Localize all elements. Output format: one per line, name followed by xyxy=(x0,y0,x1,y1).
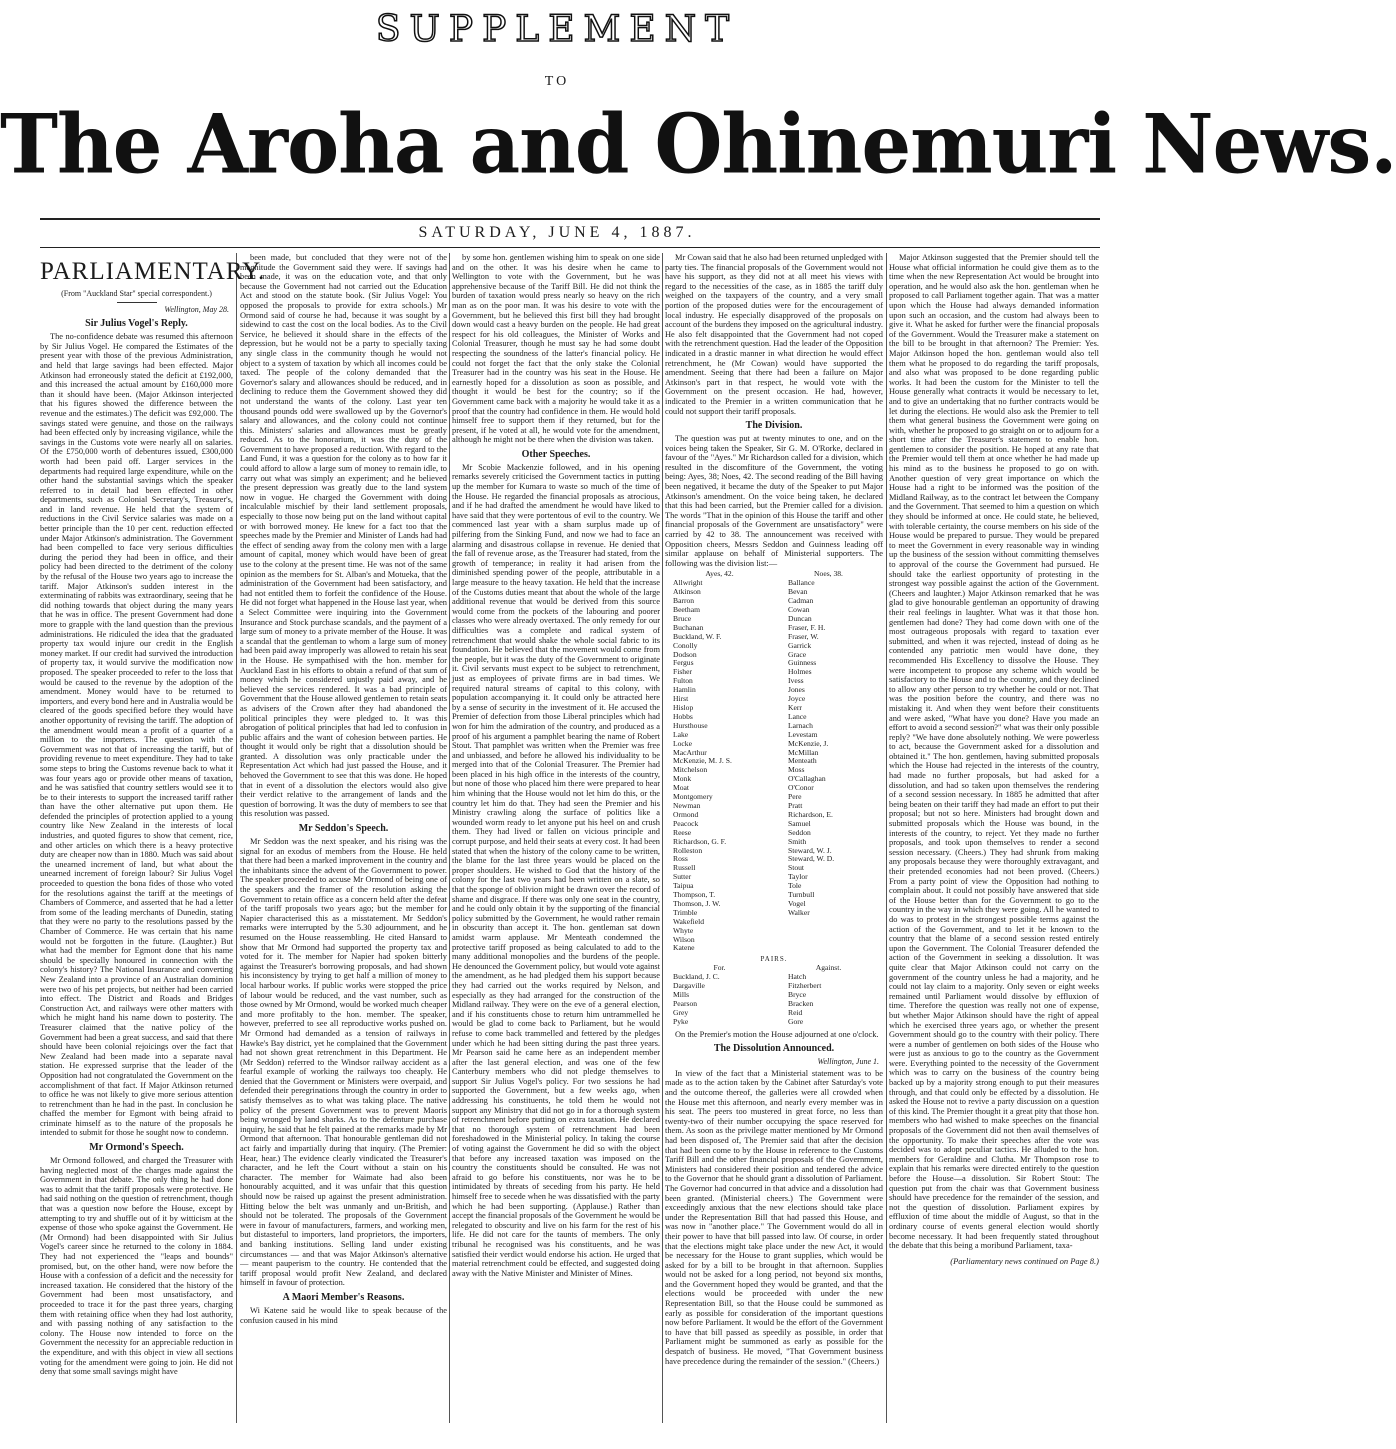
member-name xyxy=(768,918,883,927)
member-name: Grey xyxy=(673,1007,689,1017)
member-name: Menteath xyxy=(788,756,817,766)
vote-row xyxy=(665,731,883,740)
member-name: Garrick xyxy=(788,640,812,650)
member-name: Walker xyxy=(788,907,810,917)
member-name: MacArthur xyxy=(673,747,707,757)
article-paragraph: Wi Katene said he would like to speak because of the confusion caused in his mind xyxy=(240,1305,447,1325)
article-paragraph: Mr Scobie Mackenzie followed, and in his opening remarks severely criticised the Government tactics in putting up the member for Kumara to waste so much of the time of the House. He regarded the financial proposals as atrocious, and if he had drafted the amendment he would have liked to have said that they were portentous of evil to the country. We commenced last year with a sham surplus made up of pilfering from the Sinking Fund, and now we had to face an alarming and disastrous collapse in revenue. He denied that the fall of revenue arose, as the Treasurer had stated, from the growth of temperance; in reality it had arisen from the diminished spending power of the people, attributable in a large measure to the heavy taxation. He held that the increase of the Customs duties meant that about the whole of the large additional revenue that would be derived from this source would come from the pockets of the labouring and poorer classes who were already overtaxed. The only remedy for our difficulties was a complete and radical system of retrenchment that would shake the whole social fabric to its foundation. He believed that the movement would come from the people, but it was the duty of the Government to originate it. Civil servants must expect to be subject to retrenchment, just as employees of private firms are in bad times. We required natural streams of capital to this colony, with population accompanying it. It could only be attracted here by a sense of security in the investment of it. He accused the Premier of defection from those Liberal principles which had won for him the admiration of the country, and produced as a proof of his argument a pamphlet bearing the name of Robert Stout. That pamphlet was written when the Premier was free and unbiassed, and before he allowed his individuality to be merged into that of the Colonial Treasurer. The Premier had been placed in his high office in the interests of the country, but none of those who placed him there were prepared to hear him whining that the House would not let him do this, or the country let him do that. They had seen the Premier and his Ministry crawling along the surface of politics like a wounded worm ready to let anyone put his heel on and crush them. They had lived or fallen on vicious principle and corrupt purpose, and held their seats at every cost. It had been stated that when the history of the colony came to be written, the blame for the last three years would be placed on the proper shoulders. He wished to God that the history of the colony for the last two years had been written on a slate, so that the sponge of oblivion might be drawn over the record of shame and disgrace. If there was only one seat in the country, and he could only obtain it by the supporting of the financial policy submitted by the Government, he would rather remain in obscurity than accept it. The hon. gentleman sat down amidst warm applause. Mr Menteath condemned the protective tariff proposed as being calculated to add to the many additional monopolies and the burdens of the people. He denounced the Government policy, but would vote against the amendment, as he had pledged them his support because they had carried out the works required by Nelson, and especially as they had arranged for the construction of the Midland railway. They were on the eve of a general election, and if his constituents chose to return him untrammelled he would be glad to come back to Parliament, but he would refuse to come back trammelled and fettered by the pledges under which he had been sitting during the past three years. Mr Pearson said he came here as an independent member after the last general election, and was one of the few Canterbury members who did not pledge themselves to support Sir Julius Vogel's policy. For two sessions he had supported the Government, but a few weeks ago, when addressing his constituents, he told them he would not support any Ministry that did not go in for a thorough system of retrenchment before putting on extra taxation. He declared that no thorough system of retrenchment had been foreshadowed in the Ministerial policy. In taking the course of voting against the Government he did so with the object that before any increased taxation was imposed on the country the constituents should be consulted. He was not afraid to go before his constituents, nor was he to be intimidated by threats of seceding from his party. He held himself free to secede when he was dissatisfied with the party which he had been supporting. (Applause.) Rather than accept the financial proposals of the Government he would be relegated to obscurity and live on his farm for the rest of his life. He did not care for the taunts of members. The only tribunal he recognised was his constituents, and he was satisfied their verdict would endorse his action. He urged that material retrenchment could be effected, and suggested doing away with the Native Minister and Minister of Mines. xyxy=(452,462,660,1278)
member-name: Newman xyxy=(673,800,701,810)
to-label: TO xyxy=(544,74,570,89)
member-name: Levestam xyxy=(788,729,818,739)
member-name: Gore xyxy=(788,1016,804,1026)
member-name: Hislop xyxy=(673,703,694,712)
continued-note: (Parliamentary news continued on Page 8.) xyxy=(950,1255,1099,1266)
member-name: Turnbull xyxy=(788,890,815,900)
member-name: Fitzherbert xyxy=(788,981,822,991)
member-name: Fraser, F. H. xyxy=(788,622,826,632)
member-name: Hursthouse xyxy=(673,720,708,730)
divider xyxy=(117,302,157,303)
member-name: Barron xyxy=(673,596,695,606)
member-name: McKenzie, J. xyxy=(788,738,829,748)
article-paragraph: Mr Ormond followed, and charged the Treasurer with having neglected most of the charges made against the Government in that debate. The only thing he had done was to admit that the tariff proposals were protective. He had said nothing on the question of retrenchment, though that was a question now before the House, except by attempting to try and shuffle out of it by witticism at the expense of those who spoke against the Government. He (Mr Ormond) had been disappointed with Sir Julius Vogel's career since he returned to the colony in 1884. They had not experienced the "leaps and bounds" promised, but, on the other hand, were now before the House with a confession of a deficit and the necessity for increased taxation. He considered that the history of the Government had been most unsatisfactory, and proceeded to trace it for the past three years, charging them with retaining office when they had lost authority, and with passing nothing of any satisfaction to the colony. The House now intended to force on the Government the necessity for an appreciable reduction in the expenditure, and with this object in view all sections voting for the amendment were going to join. He did not deny that some small savings might have xyxy=(40,1156,233,1377)
member-name: Seddon xyxy=(788,827,811,837)
member-name: Buckland, W. F. xyxy=(673,631,722,641)
article-paragraph: Major Atkinson suggested that the Premier should tell the House what official information he could give them as to the time when the new Representation Act would be brought into operation, and he would also ask the hon. gentleman when he proposed to call Parliament together again. That was a matter upon which the House had always demanded information upon such an occasion, and the custom had always been to give it. What he asked for further were the financial proposals of the Government. Would the Treasurer make a statement on the bill to be brought in that afternoon? The Premier: Yes. Major Atkinson hoped the hon. gentleman would also tell them what he proposed to do regarding the tariff proposals, and also what was proposed to be done regarding public works. It had been the custom for the Minister to tell the House generally what contracts it would be necessary to let, and to give an undertaking that no further contracts would be let during the elections. He would also ask the Premier to tell them what general business the Government were going on with, whether he proposed to go straight on or to adjourn for a short time after the Treasurer's statement to enable hon. gentlemen to consider the position. He hoped at any rate that the Premier would tell them at once whether he had made up his mind as to the business he proposed to go on with. Another question of very great importance on which the House had a right to be informed was the position of the Midland Railway, as to the contract let between the Company and the Government. That seemed to him a question on which they should be informed at once. He could state, he believed, with tolerable certainty, the course members on his side of the House would be prepared to pursue. They would be prepared to meet the Government in every reasonable way in winding up the business of the session without committing themselves to approval of the course the Government had pursued. He should take the earliest opportunity of protesting in the strongest way possible against the action of the Government. (Cheers and laughter.) Major Atkinson remarked that he was glad to give honourable gentleman an opportunity of drawing their real feelings in laughter. What was it that those hon. gentlemen had done? They had come down with one of the most outrageous proposals with regard to taxation ever submitted, and when it was rejected, instead of doing as he contended any patriotic men would have done, they recommended His Excellency to dissolve the House. They were incompetent to propose any scheme which would be satisfactory to the House and to the country, and they declined to allow any other person to try whether he could or not. That was the position before the country, and there was no mistaking it. And when they went before their constituents and were asked, "What have you done? Have you made an effort to avoid a second session?" what was their only possible reply? "We have done absolutely nothing. We were powerless to act, because the Government asked for a dissolution and obtained it." The hon. gentlemen, having submitted proposals which the House had rejected in the interests of the country, had made no further proposals, but had asked for a dissolution, and had so taken upon themselves the rendering of a second session necessary. In 1885 he admitted that after being beaten on their tariff they had made an effort to put their proposal; but not so here. Ministers had brought down and submitted proposals which the House was bound, in the interests of the country, to reject. Yet they made no further proposals, and took upon themselves to render a second session necessary. (Cheers.) They had shrunk from making any proposals because they were thoroughly extravagant, and their pretended economies had not been proved. (Cheers.) From a party point of view the Opposition had nothing to complain about. It could not possibly have answered that side of the House better than for the Government to go to the country in the way in which they were going. All he wanted to do was to protest in the strongest possible terms against the action of the Government, and to let it be known to the country that the blame of a second session rested entirely upon the Government. The Colonial Treasurer defended the action of the Government in seeking a dissolution. It was quite clear that Major Atkinson could not carry on the government of the country unless he had a majority, and he could not lay claim to a majority. Only seven or eight weeks remained until Parliament would dissolve by effluxion of time. Therefore the question was really not one of expense, but whether Major Atkinson should have the right of appeal which he exercised three years ago, or whether the present Government should go to the country with their policy. There were a number of gentlemen on both sides of the House who were just as anxious to go to the country as the Government were. Everything pointed to the necessity of the Government which was to carry on the business of the country being backed up by a majority strong enough to put their measures through, and that could only be effected by a dissolution. He asked the House not to revive a party discussion on a question of this kind. The Premier thought it a great pity that those hon. members who had wished to make speeches on the financial proposals of the Government did not then avail themselves of the opportunity. To make their speeches after the vote was decided was to adopt peculiar tactics. He alluded to the hon. members for Geraldine and Clutha. Mr Thompson rose to explain that his remarks were directed entirely to the question before the House—a dissolution. Sir Robert Stout: The question put from the chair was that Government business should have precedence for the remainder of the session, and not the question of dissolution. Parliament expires by effluxion of time about the middle of August, so that in the ordinary course of events general election would shortly become necessary. It had been frequently stated throughout the debate that this being a moribund Parliament, taxa- xyxy=(889,253,1099,1251)
vote-row xyxy=(665,651,883,660)
article-paragraph: by some hon. gentlemen wishing him to speak on one side and on the other. It was his desire when he came to Wellington to vote with the Government, but he was apprehensive because of the Tariff Bill. He did not think the burden of taxation would press nearly so heavy on the rich man as on the poor man. It was his desire to vote with the Government, but he believed this first bill they had brought down would cast a heavy burden on the people. He had great respect for his old colleagues, the Minister of Works and Colonial Treasurer, though he must say he had some doubt respecting the soundness of the latter's financial policy. He could not forget the fact that the only stake the Colonial Treasurer had in the country was his seat in the House. He earnestly hoped for a dissolution as soon as possible, and thought it would be best for the country; so if the Government came back with a majority he would take it as a proof that the country had confidence in them. He would hold himself free to support them if they returned, but for the present, if he voted at all, he would vote for the amendment, although he might not be there when the division was taken. xyxy=(452,253,660,445)
vote-row xyxy=(665,766,883,775)
member-name: Whyte xyxy=(673,925,694,935)
member-name: Rolleston xyxy=(673,845,703,855)
vote-row xyxy=(665,991,883,1000)
member-name: Kerr xyxy=(788,703,802,712)
section-title: PARLIAMENTARY. xyxy=(40,258,266,285)
member-name: Moat xyxy=(673,783,690,793)
member-name: Cadman xyxy=(788,596,814,606)
member-name: Steward, W. D. xyxy=(788,854,835,864)
member-name: Samuel xyxy=(788,818,811,828)
member-name: Ross xyxy=(673,854,688,864)
vote-row xyxy=(665,927,883,936)
vote-row xyxy=(665,847,883,856)
member-name: Jones xyxy=(788,685,805,695)
member-name: Taylor xyxy=(788,872,808,882)
member-name: Thomson, J. W. xyxy=(673,898,721,908)
member-name: Vogel xyxy=(788,898,806,908)
member-name: Bevan xyxy=(788,587,808,597)
member-name: Tole xyxy=(788,881,802,891)
column-3 xyxy=(452,253,660,1421)
member-name: Joyce xyxy=(788,694,806,704)
member-name: Cowan xyxy=(788,605,810,615)
member-name: Conolly xyxy=(673,640,698,650)
vote-row xyxy=(665,677,883,686)
article-heading: A Maori Member's Reasons. xyxy=(282,1291,405,1303)
article-heading: Mr Seddon's Speech. xyxy=(298,823,389,835)
member-name: Dodson xyxy=(673,649,697,659)
member-name: Fraser, W. xyxy=(788,631,819,641)
article-paragraph: Mr Seddon was the next speaker, and his rising was the signal for an exodus of members from the House. He held that there had been a marked improvement in the country and the inhabitants since the advent of the Government to power. The speaker proceeded to accuse Mr Ormond of being one of the speakers and the framer of the resolution asking the Government to retain office as a concern held after the defeat of the tariff proposals two years ago; but the member for Napier characterised this as a misstatement. Mr Seddon's remarks were interrupted by the 5.30 adjournment, and he resumed on the House reassembling. He cited Hansard to show that Mr Ormond had supported the property tax and voted for it. The member for Napier had spoken bitterly against the Treasurer's borrowing proposals, and had shown his inconsistency by trying to get half a million of money to local harbour works. If public works were stopped the price of labour would be reduced, and the vast number, such as those owned by Mr Ormond, would be worked much cheaper and more profitably to the hon. member. The speaker, however, preferred to see all reproductive works pushed on. Mr Ormond had demanded as a tension of railways in Hawke's Bay district, yet he complained that the Government had not shown great retrenchment in this Department. He (Mr Seddon) referred to the Windsor railway accident as a fearful example of working the railways too cheaply. He denied that the Government or Ministers were overpaid, and defended their peregrinations through the country in order to satisfy themselves as to what was taking place. The native policy of the present Government was to prevent Maoris being wronged by land sharks. As to the defenture purchase inquiry, he said that he felt pained at the remarks made by Mr Ormond that afternoon. That honourable gentleman did not act fairly and impartially during that inquiry. (The Premier: Hear, hear.) The evidence clearly vindicated the Treasurer's character, and he left the Court without a stain on his character. The member for Waimate had also been honourably acquitted, and it was unfair that this question should now be raised up against the present administration. Hitting below the belt was unmanly and un-British, and should not be tolerated. The proposals of the Government were in favour of manufacturers, farmers, and working men, but distasteful to importers, land proprietors, the importers, and banking institutions. Selling land under existing circumstances — and that was Major Atkinson's alternative — meant pauperism to the country. He contended that the tariff proposal would profit New Zealand, and declared himself in favour of protection. xyxy=(240,837,447,1288)
vote-row xyxy=(665,864,883,873)
member-name: Ivess xyxy=(788,676,804,686)
correspondent-credit: (From "Auckland Star" special correspondent.) xyxy=(61,289,212,298)
member-name: Thompson, T. xyxy=(673,890,716,900)
article-paragraph: The no-confidence debate was resumed this afternoon by Sir Julius Vogel. He compared the Estimates of the present year with those of the previous Administration, and held that large savings had been effected. Major Atkinson had erroneously stated the deficit at £192,000, and this increased the actual amount by £160,000 more than it should have been. (Major Atkinson interjected that his figures showed the difference between the revenue and the estimates.) The deficit was £92,000. The savings stated were genuine, and those on the railways had been effected only by increasing vigilance, while the savings in the Customs vote were nearly all on salaries. Of the £750,000 worth of debentures issued, £300,000 worth had been paid off. Larger services in the departments had required large expenditure, while on the other hand the substantial savings which the speaker referred to in detail had been effected in other departments, such as Colonial Secretary's, Treasurer's, and in land revenue. He held that the system of reductions in the Civil Service salaries was made on a better principle than the 10 per cent. reduction effected under Major Atkinson's administration. The Government had been compelled to face very serious difficulties during the period they had been in office, and their policy had been directed to the detriment of the colony by the refusal of the House two years ago to increase the tariff. Major Atkinson's sudden interest in the exterminating of rabbits was extraordinary, seeing that he did nothing towards that object during the many years that he was in office. The present Government had done more to grapple with the land question than the previous administrations. He ridiculed the idea that the graduated property tax would injure our credit in the English money market. If our credit had survived the introduction of property tax, it would survive the modification now proposed. The speaker proceeded to refer to the loss that would be caused to the revenue by the adoption of the amendment. Money would have to be returned to importers, and every bond here and in Australia would be cleared of the goods specified before they would have another opportunity of revising the tariff. The adoption of the amendment would mean a profit of a quarter of a million to the importers. The question with the Government was not that of increasing the tariff, but of providing revenue to meet expenditure. They had to take some steps to bring the Customs revenue back to what it was four years ago or provide other means of taxation, and he was satisfied that country settlers would see it to be to their interests to support the increased tariff rather than have the other alternative put upon them. He defended the principles of protection applied to a young country like New Zealand in the interests of local industries, and quoted figures to show that cement, rice, and other articles on which there is a heavy protective duty are cheaper now than in 1880. Much was said about the unearned increment of land, but what about the unearned increment of foreign labour? Sir Julius Vogel proceeded to question the bona fides of those who voted for the resolutions against the tariff at the meetings of Chambers of Commerce, and asserted that he had a letter from some of the leading merchants of Dunedin, stating that they were no party to the resolutions passed by the Chamber of Commerce. He was certain that his name would not be forgotten in the future. (Laughter.) But what had the member for Egmont done that his name should be specially honoured in connection with the colony's history? The National Insurance and converting New Zealand into a province of an Australian dominion were two of his pet projects, but neither had been carried into effect. The District and Roads and Bridges Construction Act, and railways were other matters with which he might hand his name down to posterity. The Treasurer claimed that the native policy of the Government had been a great success, and said that there should have been colonial rejoicings over the fact that New Zealand had been made into a separate naval station. He expressed surprise that the leader of the Opposition had not congratulated the Government on the accomplishment of that fact. If Major Atkinson returned to office he was not likely to give more serious attention to retrenchment than he had in the past. In conclusion he chaffed the member for Egmont with being afraid to criminate himself as to the nature of the proposals he intended to submit for those he sought now to condemn. xyxy=(40,332,233,1138)
vote-row xyxy=(665,873,883,882)
member-name: Hirst xyxy=(673,694,689,704)
article-heading: Other Speeches. xyxy=(521,448,591,460)
member-name: Hamlin xyxy=(673,685,696,695)
member-name: Holmes xyxy=(788,667,812,677)
dateline-place: Wellington, June 1. xyxy=(817,1057,879,1067)
vote-row xyxy=(665,900,883,909)
member-name: Peacock xyxy=(673,818,699,828)
division-list xyxy=(665,570,883,1026)
member-name: Wakefield xyxy=(673,916,705,926)
vote-row xyxy=(665,686,883,695)
vote-row xyxy=(665,695,883,704)
member-name: Steward, W. J. xyxy=(788,845,832,855)
member-name: Ballance xyxy=(788,578,815,588)
dateline: SATURDAY, JUNE 4, 1887. xyxy=(418,224,696,241)
member-name: Monk xyxy=(673,774,692,784)
vote-row xyxy=(665,668,883,677)
member-name: Hatch xyxy=(788,972,807,982)
article-paragraph: been made, but concluded that they were not of the magnitude the Government said they were. If savings had been made, it was on the education vote, and that only because the Government had not carried out the Education Act and stood on the statute book. (Sir Julius Vogel: You opposed the proposals to provide for extra schools.) Mr Ormond said of course he had, because it was sought by a sidewind to cast the cost on the local bodies. As to the Civil Service, he believed it should share in the effects of the depression, but he would not be a party to specially taxing any single class in the community though he would not object to a system of taxation by which all incomes could be taxed. The people of the colony demanded that the Governor's salary and allowances should be reduced, and in declining to reduce them the Government showed they did not understand the wants of the colony. Last year ten thousand pounds odd were swallowed up by the Governor's salary and allowances, and the colony could not continue this. Ministers' salaries and allowances must be greatly reduced. As to the honorarium, it was the duty of the Government to have proposed a reduction. With regard to the Land Fund, it was a question for the colony as to how far it could afford to allow a large sum of money to remain idle, to carry out what was simply an experiment; and he believed the present depression was greatly due to the land system now in vogue. He charged the Government with doing incalculable mischief by their land settlement proposals, especially to those now being put on the land without capital or with borrowed money. He knew for a fact too that the speeches made by the Premier and Minister of Lands had had the effect of sending away from the colony men with a large amount of capital, money which would have been of great use to the colony at the present time. He was not of the same opinion as the members for St. Alban's and Motueka, that the administration of the Government had been satisfactory, and had not entitled them to forfeit the confidence of the House. He did not forget what happened in the House last year, when a Select Committee were inquiring into the Government Insurance and Stock purchase scandals, and the payment of a large sum of money to a private member of the House. It was a scandal that the gentleman to whom a large sum of money had been paid away improperly was allowed to retain his seat in the House. He sympathised with the hon. member for Auckland East in his efforts to obtain a refund of that sum of money which he considered unjustly paid away, and he believed the services rendered. It was a bad principle of Government that the House allowed gentlemen to retain seats as advisers of the Crown after they had abandoned the political principles they were pledged to. It was this abrogation of political principles that had led to confusion in public affairs and the want of cohesion between parties. He thought it would only be right that a dissolution should be granted. A dissolution was only practicable under the Representation Act which had just passed the House, and it behoved the Government to see that this was done. He hoped that in event of a dissolution the electors would also give their verdict relative to the arrangement of lands and the question of borrowing. It was the duty of members to see that this resolution was passed. xyxy=(240,253,447,819)
column-2 xyxy=(240,253,447,1421)
top-rule xyxy=(40,218,1100,220)
member-name: Larnach xyxy=(788,720,813,730)
member-name: Smith xyxy=(788,836,807,846)
column-5 xyxy=(889,253,1099,1421)
column-divider xyxy=(236,253,237,1423)
member-name: Atkinson xyxy=(673,587,701,597)
member-name: Russell xyxy=(673,863,696,873)
member-name: Locke xyxy=(673,738,692,748)
member-name xyxy=(768,936,883,945)
pairs-for-label: For. xyxy=(713,963,726,973)
member-name: O'Callaghan xyxy=(788,774,826,784)
vote-row xyxy=(665,775,883,784)
member-name: Lake xyxy=(673,729,689,739)
member-name: Bruce xyxy=(673,613,692,623)
vote-row xyxy=(665,944,883,953)
member-name: Fergus xyxy=(673,658,694,668)
vote-row xyxy=(665,704,883,713)
supplement-title: SUPPLEMENT xyxy=(375,9,739,50)
vote-row xyxy=(665,1009,883,1018)
column-divider xyxy=(662,253,663,1423)
member-name xyxy=(768,944,883,953)
vote-row xyxy=(665,1018,883,1027)
member-name: Reid xyxy=(788,1007,803,1017)
member-name: Ormond xyxy=(673,809,699,819)
vote-rows xyxy=(665,579,883,953)
member-name: Katene xyxy=(673,943,695,953)
member-name: Duncan xyxy=(788,613,812,623)
member-name: Hobbs xyxy=(673,711,693,721)
vote-row xyxy=(665,1000,883,1009)
column-divider xyxy=(886,253,887,1423)
article-paragraph: The question was put at twenty minutes to one, and on the voices being taken the Speaker, Sir G. M. O'Rorke, declared in favour of the "Ayes." Mr Richardson called for a division, which resulted in the discomfiture of the Government, the voting being: Ayes, 38; Noes, 42. The second reading of the Bill having been negatived, it became the duty of the Speaker to put Major Atkinson's amendment. On the voice being taken, he declared that this had been carried, but the Premier called for a division. The words "That in the opinion of this House the tariff and other financial proposals of the Government are unsatisfactory" were carried by 42 to 38. The announcement was received with Opposition cheers, Messrs Seddon and Guinness leading off similar applause on behalf of Ministerial supporters. The following was the division list:— xyxy=(665,434,883,568)
member-name: O'Conor xyxy=(788,783,814,793)
vote-row xyxy=(665,642,883,651)
masthead: The Aroha and Ohinemuri News. xyxy=(0,96,1396,193)
article-paragraph: In view of the fact that a Ministerial statement was to be made as to the action taken by the Cabinet after Saturday's vote and the outcome thereof, the galleries were all crowded when the House met this afternoon, and nearly every member was in his seat. The peers too mustered in great force, no less than twenty-two of their number occupying the space reserved for them. As soon as the privilege matter mentioned by Mr Ormond had been disposed of, The Premier said that after the decision that had been come to by the House in reference to the Customs Tariff Bill and the other financial proposals of the Government, Ministers had considered their position and tendered the advice to the Governor that he should grant a dissolution of Parliament. The Governor had concurred in that advice and a dissolution had been granted. (Ministerial cheers.) The Government were exceedingly anxious that the new elections should take place under the Representation Bill that had passed this House, and was now in "another place." The Government would do all in their power to have that bill passed into law. Of course, in order that the elections might take place under the new Act, it would be necessary for the House to grant supplies, which would be asked for by a bill to be brought in that afternoon. Supplies would not be asked for a long period, not beyond six months, and the Government hoped they would be granted, and that the elections would be proceeded with under the new Representation Bill, so that the House could be summoned as early as possible for consideration of the important questions now before Parliament. It would be the effort of the Government to have that bill passed as speedily as possible, in order that Parliament might be summoned as early as possible for the despatch of business. He moved, "That Government business have precedence during the remainder of the session." (Cheers.) xyxy=(665,1068,883,1366)
article-heading: The Dissolution Announced. xyxy=(713,1043,835,1055)
ayes-label: Ayes, 42. xyxy=(705,569,734,579)
dateline-rule xyxy=(40,247,1100,248)
vote-row xyxy=(665,659,883,668)
vote-row xyxy=(665,982,883,991)
member-name: Dargaville xyxy=(673,981,705,991)
vote-row xyxy=(665,918,883,927)
member-name: Mitchelson xyxy=(673,765,708,775)
member-name: Trimble xyxy=(673,907,698,917)
member-name: Wilson xyxy=(673,934,695,944)
member-name: Buchanan xyxy=(673,622,704,632)
article-heading: Mr Ormond's Speech. xyxy=(89,1142,184,1154)
vote-row xyxy=(665,633,883,642)
dateline-place: Wellington, May 28. xyxy=(164,304,229,314)
member-name: Bryce xyxy=(788,990,807,999)
member-name: McMillan xyxy=(788,747,819,757)
member-name: Richardson, G. F. xyxy=(673,836,727,846)
member-name: Montgomery xyxy=(673,792,713,802)
member-name: Fulton xyxy=(673,676,693,686)
member-name: Lance xyxy=(788,711,807,721)
column-1 xyxy=(40,253,266,1421)
member-name: Grace xyxy=(788,649,807,659)
member-name: Taipua xyxy=(673,881,694,891)
member-name: Pearson xyxy=(673,998,698,1008)
column-divider xyxy=(449,253,450,1423)
member-name: Sutter xyxy=(673,872,692,882)
member-name: Bracken xyxy=(788,998,814,1008)
member-name: McKenzie, M. J. S. xyxy=(673,756,732,766)
member-name: Fisher xyxy=(673,667,692,677)
member-name: Moss xyxy=(788,765,805,775)
vote-row xyxy=(665,936,883,945)
member-name: Reese xyxy=(673,827,692,837)
member-name: Richardson, E. xyxy=(788,809,833,819)
vote-row xyxy=(665,588,883,597)
vote-row xyxy=(665,722,883,731)
member-name: Pyke xyxy=(673,1016,689,1026)
member-name: Buckland, J. C. xyxy=(673,972,720,982)
member-name xyxy=(768,927,883,936)
vote-row xyxy=(665,855,883,864)
member-name: Mills xyxy=(673,990,690,999)
member-name: Beetham xyxy=(673,605,700,615)
vote-row xyxy=(665,606,883,615)
member-name: Stout xyxy=(788,863,805,873)
pairs-label: PAIRS. xyxy=(760,955,788,964)
article-heading: Sir Julius Vogel's Reply. xyxy=(85,318,188,330)
pairs-against-label: Against. xyxy=(815,963,842,973)
article-paragraph: Mr Cowan said that he also had been returned unpledged with party ties. The financial proposals of the Government would not have his support, as they did not at all meet his views with regard to the necessities of the case, as in 1885 the tariff duly weighed on the taxpayers of the country, and a very small portion of the proposed duties were for the encouragement of local industry. He especially disapproved of the proposals on account of the burdens they imposed on the agricultural industry. He also felt disappointed that the Government had not coped with the retrenchment question. Had the leader of the Opposition indicated in a drastic manner in what direction he would effect retrenchment, he (Mr Cowan) would have supported the amendment. Seeing that there had been a failure on Major Atkinson's part in that respect, he would vote with the Government on the present occasion. He had, however, indicated to the Premier in a written communication that he could not support their tariff proposals. xyxy=(665,253,883,416)
pair-rows xyxy=(665,973,883,1026)
member-name: Pere xyxy=(788,792,802,802)
article-paragraph: On the Premier's motion the House adjourned at one o'clock. xyxy=(675,1029,879,1039)
member-name: Allwright xyxy=(673,578,703,588)
member-name: Guinness xyxy=(788,658,817,668)
article-heading: The Division. xyxy=(745,420,803,432)
member-name: Pratt xyxy=(788,800,803,810)
vote-row xyxy=(665,820,883,829)
column-4 xyxy=(665,253,883,1421)
noes-label: Noes, 38. xyxy=(814,569,843,579)
